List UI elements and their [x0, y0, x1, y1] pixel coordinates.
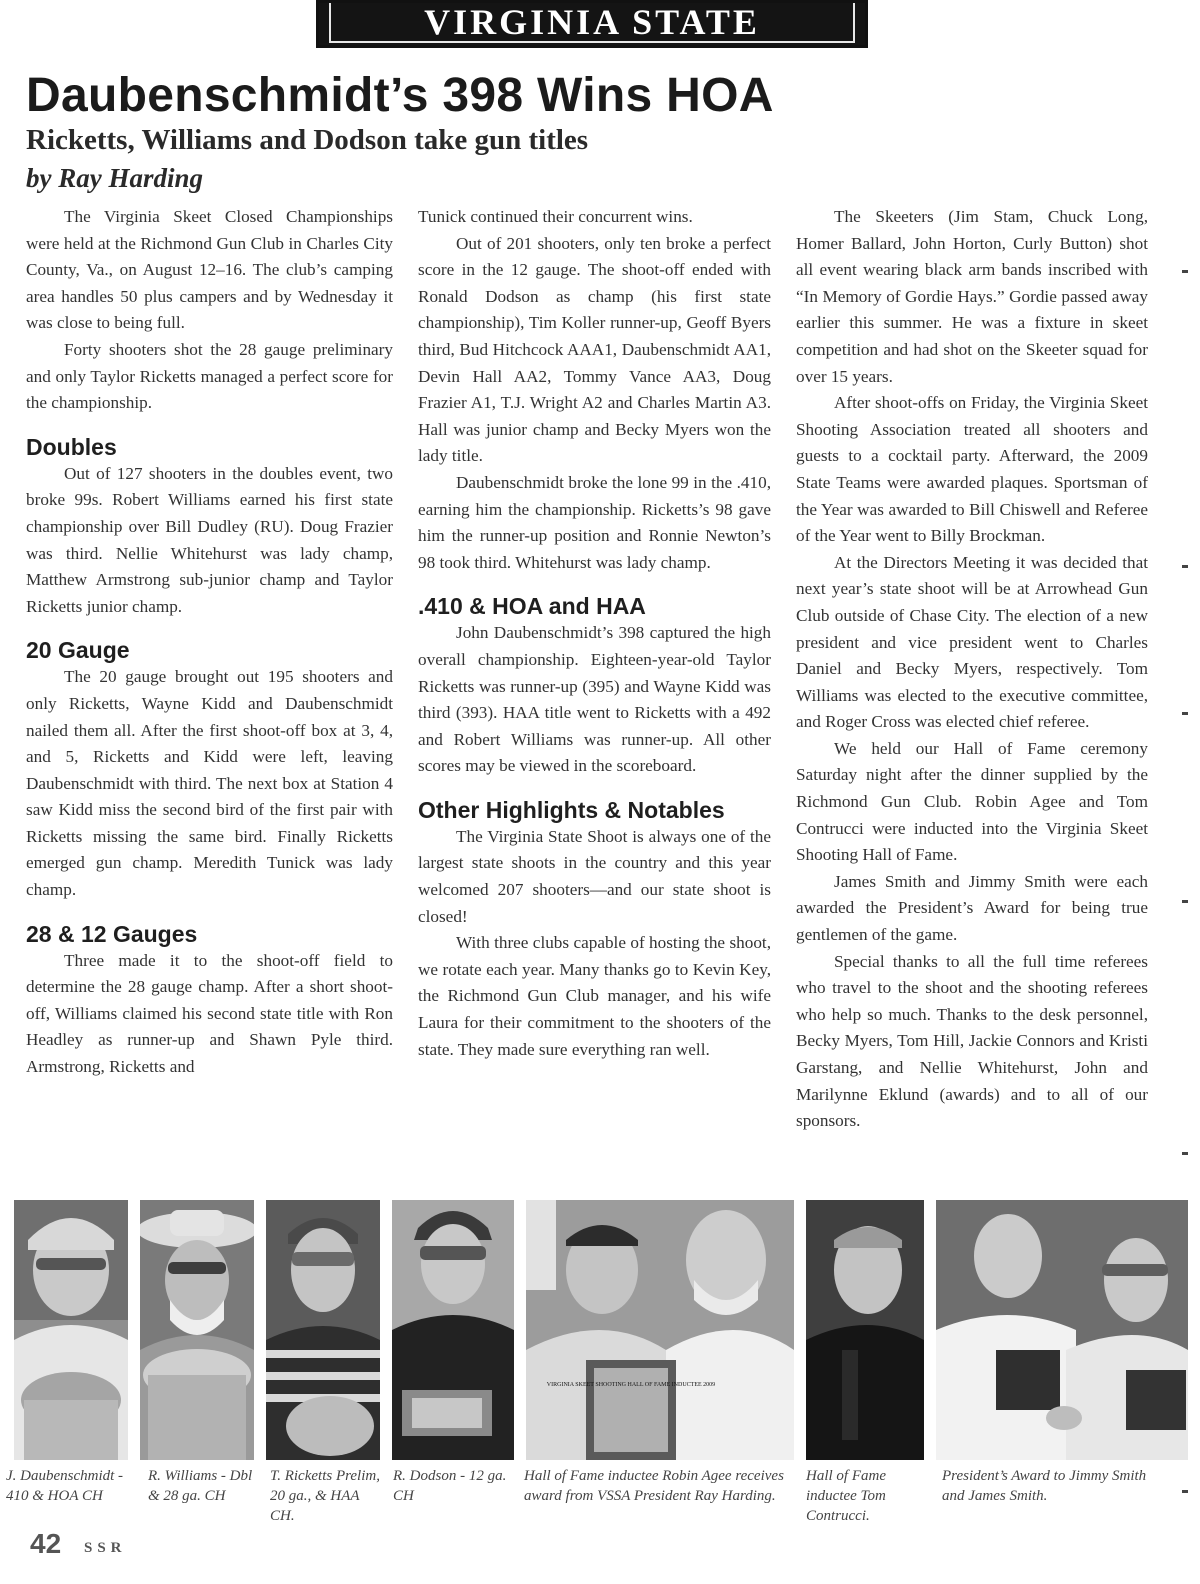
photo-daubenschmidt — [14, 1200, 128, 1460]
paragraph: Daubenschmidt broke the lone 99 in the .410, earning him the championship. Ricketts’s 98 gave him the runner-up position and Ronnie Newton’s 98 took third. Whitehurst was lady champ. — [418, 472, 771, 572]
paragraph: James Smith and Jimmy Smith were each awarded the President’s Award for being true gentlemen of the game. — [796, 871, 1148, 945]
scan-edge-mark — [1182, 1152, 1188, 1155]
section-heading-20-gauge: 20 Gauge — [26, 637, 130, 664]
paragraph: At the Directors Meeting it was decided that next year’s state shoot will be at Arrowhead Gun Club outside of Chase City. The election of a new president and vice president went to Charles Daniel and Becky Myers, respectively. Tom Williams was elected to the executive committee, and Roger Cross was elected chief referee. — [796, 552, 1148, 732]
paragraph: Tunick continued their concurrent wins. — [418, 207, 693, 226]
paragraph: With three clubs capable of hosting the shoot, we rotate each year. Many thanks go to Kevin Key, the Richmond Gun Club manager, and his wife Laura for their commitment to the shooters of the state. They made sure everything ran well. — [418, 933, 771, 1059]
article-column-3 — [796, 204, 1148, 1135]
scan-edge-mark — [1182, 1490, 1188, 1493]
scan-edge-mark — [1182, 565, 1188, 568]
photo-hall-of-fame-agee — [526, 1200, 794, 1460]
scan-edge-mark — [1182, 270, 1188, 273]
photo-contrucci — [806, 1200, 924, 1460]
photo-caption: J. Daubenschmidt - 410 & HOA CH — [6, 1468, 124, 1504]
paragraph: The Virginia Skeet Closed Championships were held at the Richmond Gun Club in Charles City County, Va., on August 12–16. The club’s camping area handles 50 plus campers and by Wednesday it was close to being full. — [26, 207, 393, 333]
section-heading-410-hoa-haa: .410 & HOA and HAA — [418, 593, 646, 620]
paragraph: The Virginia State Shoot is always one of the largest state shoots in the country and this year welcomed 207 shooters—and our state shoot is closed! — [418, 826, 771, 926]
photo-caption: President’s Award to Jimmy Smith and James Smith. — [942, 1468, 1147, 1504]
plaque-text: VIRGINIA SKEET SHOOTING HALL OF FAME INDUCTEE 2009 — [546, 1382, 716, 1388]
page-number: 42 — [30, 1528, 62, 1559]
paragraph: The Skeeters (Jim Stam, Chuck Long, Homer Ballard, John Horton, Curly Button) shot all event wearing black arm bands inscribed with “In Memory of Gordie Hays.” Gordie passed away earlier this summer. He was a fixture in skeet competition and had shot on the Skeeter squad for over 15 years. — [796, 207, 1148, 386]
section-heading-other-highlights: Other Highlights & Notables — [418, 796, 725, 823]
photo-caption: Hall of Fame inductee Robin Agee receives award from VSSA President Ray Harding. — [524, 1468, 784, 1504]
paragraph: After shoot-offs on Friday, the Virginia Skeet Shooting Association treated all shooters and guests to a cocktail party. Afterward, the 2009 State Teams were awarded plaques. Sportsman of the Year was awarded to Bill Chiswell and Referee of the Year went to Billy Brockman. — [796, 393, 1148, 546]
article-column-1 — [26, 204, 393, 1081]
scan-edge-mark — [1182, 900, 1188, 903]
section-banner-title: VIRGINIA STATE — [329, 3, 855, 43]
scan-edge-mark — [1182, 712, 1188, 715]
article-subhead: Ricketts, Williams and Dodson take gun titles — [26, 124, 589, 156]
paragraph: Special thanks to all the full time referees who travel to the shoot and the shooting referees who help so much. Thanks to the desk personnel, Becky Myers, Tom Hill, Jackie Connors and Kristi Garstang, and Nellie Whitehurst, John and Marilynne Eklund (awards) and to all of our sponsors. — [796, 951, 1148, 1131]
section-heading-28-12-gauges: 28 & 12 Gauges — [26, 920, 198, 947]
paragraph: Forty shooters shot the 28 gauge preliminary and only Taylor Ricketts managed a perfect score for the championship. — [26, 339, 393, 413]
photo-caption: T. Ricketts Prelim, 20 ga., & HAA CH. — [270, 1468, 380, 1524]
photo-dodson — [392, 1200, 514, 1460]
paragraph: Out of 127 shooters in the doubles event, two broke 99s. Robert Williams earned his first state championship over Bill Dudley (RU). Doug Frazier was third. Nellie Whitehurst was lady champ, Matthew Armstrong sub-junior champ and Taylor Ricketts junior champ. — [26, 463, 393, 616]
publication-name: SSR — [84, 1540, 127, 1556]
paragraph: We held our Hall of Fame ceremony Saturday night after the dinner supplied by the Richmond Gun Club. Robin Agee and Tom Contrucci were inducted into the Virginia Skeet Shooting Hall of Fame. — [796, 738, 1148, 865]
paragraph: Out of 201 shooters, only ten broke a perfect score in the 12 gauge. The shoot-off ended with Ronald Dodson as champ (his first state championship), Tim Koller runner-up, Geoff Byers third, Bud Hitchcock AAA1, Daubenschmidt AA1, Devin Hall AA2, Tommy Vance AA3, Doug Frazier A1, T.J. Wright A2 and Charles Martin A3. Hall was junior champ and Becky Myers won the lady title. — [418, 233, 771, 466]
photo-caption: R. Dodson - 12 ga. CH — [393, 1468, 507, 1504]
section-banner — [316, 0, 868, 48]
photo-williams — [140, 1200, 254, 1460]
paragraph: Three made it to the shoot-off field to determine the 28 gauge champ. After a short shoot-off, Williams claimed his second state title with Ron Headley as runner-up and Shawn Pyle third. Armstrong, Ricketts and — [26, 950, 393, 1077]
section-heading-doubles: Doubles — [26, 433, 117, 460]
article-headline: Daubenschmidt’s 398 Wins HOA — [26, 69, 774, 122]
article-column-2 — [418, 204, 771, 1063]
photo-ricketts — [266, 1200, 380, 1460]
paragraph: The 20 gauge brought out 195 shooters and only Ricketts, Wayne Kidd and Daubenschmidt nailed them all. After the first shoot-off box at 3, 4, and 5, Ricketts and Kidd were left, leaving Daubenschmidt with third. The next box at Station 4 saw Kidd miss the second bird of the first pair with Ricketts missing the same bird. Finally Ricketts emerged gun champ. Meredith Tunick was lady champ. — [26, 667, 393, 900]
article-byline: by Ray Harding — [26, 163, 204, 193]
photo-caption: R. Williams - Dbl & 28 ga. CH — [148, 1468, 253, 1504]
photo-caption: Hall of Fame inductee Tom Contrucci. — [806, 1468, 886, 1524]
photo-presidents-award — [936, 1200, 1188, 1460]
paragraph: John Daubenschmidt’s 398 captured the high overall championship. Eighteen-year-old Taylor Ricketts was runner-up (395) and Wayne Kidd was third (393). HAA title went to Ricketts with a 492 and Robert Williams was runner-up. All other scores may be viewed in the scoreboard. — [418, 623, 771, 776]
